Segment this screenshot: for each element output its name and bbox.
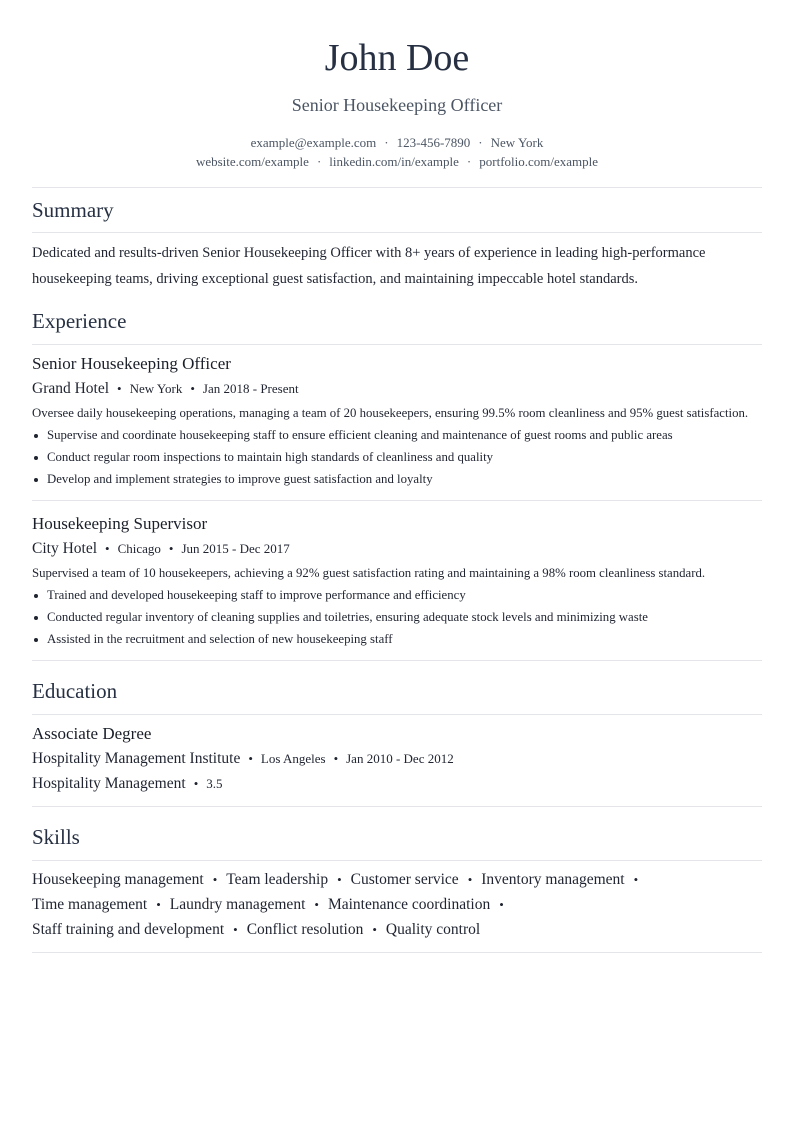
divider <box>32 952 762 953</box>
candidate-title: Senior Housekeeping Officer <box>291 95 503 115</box>
job-title: Senior Housekeeping Officer <box>32 354 231 373</box>
skills-row <box>32 867 762 892</box>
separator: · <box>384 135 389 150</box>
separator: · <box>466 154 472 169</box>
divider <box>32 860 762 861</box>
job-bullets <box>32 584 762 650</box>
job-entry <box>32 353 762 490</box>
education-location: Los Angeles <box>260 751 326 766</box>
list-item: Supervise and coordinate housekeeping staff to ensure efficient cleaning and maintenance of guest rooms and public areas <box>32 424 762 446</box>
bullet-separator: • <box>248 751 253 766</box>
list-item: Conducted regular inventory of cleaning supplies and toiletries, ensuring adequate stock levels and minimizing waste <box>32 606 762 628</box>
bullet-separator: • <box>372 922 377 937</box>
bullet-separator: • <box>117 381 122 396</box>
bullet-separator: • <box>156 897 161 912</box>
skills-list <box>32 867 762 942</box>
bullet-separator: • <box>212 872 218 887</box>
education-meta <box>32 748 762 770</box>
contact-line-2 <box>32 152 762 171</box>
skill-item: Maintenance coordination <box>327 896 491 913</box>
education-entry <box>32 723 762 795</box>
linkedin-link[interactable]: linkedin.com/in/example <box>329 154 459 169</box>
bullet-separator: • <box>337 872 342 887</box>
job-dates: Jan 2018 - Present <box>202 381 299 396</box>
job-dates: Jun 2015 - Dec 2017 <box>181 541 290 556</box>
divider <box>32 806 762 807</box>
website-link[interactable]: website.com/example <box>195 154 309 169</box>
job-description: Supervised a team of 10 housekeepers, achieving a 92% guest satisfaction rating and maintaining a 98% room cleanliness standard. <box>32 566 706 580</box>
skill-item: Laundry management <box>169 896 306 913</box>
education-heading: Education <box>32 679 118 703</box>
separator: · <box>478 135 483 150</box>
skill-item: Conflict resolution <box>246 921 364 938</box>
bullet-separator: • <box>168 541 174 556</box>
job-entry <box>32 513 762 650</box>
list-item: Trained and developed housekeeping staff to improve performance and efficiency <box>32 584 762 606</box>
skill-item: Time management <box>32 896 148 913</box>
skill-item: Quality control <box>385 921 481 938</box>
skill-item: Inventory management <box>481 871 625 888</box>
bullet-separator: • <box>193 776 199 791</box>
bullet-separator: • <box>467 872 473 887</box>
job-company: Grand Hotel <box>32 380 110 397</box>
portfolio-link[interactable]: portfolio.com/example <box>479 154 599 169</box>
list-item: Develop and implement strategies to improve guest satisfaction and loyalty <box>32 468 762 490</box>
job-meta <box>32 538 762 560</box>
divider <box>32 232 762 233</box>
job-location: Chicago <box>117 541 161 556</box>
divider <box>32 714 762 715</box>
contact-info <box>32 133 762 171</box>
job-description: Oversee daily housekeeping operations, managing a team of 20 housekeepers, ensuring 99.5% room cleanliness and 95% guest satisfaction. <box>32 406 749 420</box>
gpa: 3.5 <box>206 776 223 791</box>
job-bullets <box>32 424 762 490</box>
job-location: New York <box>129 381 183 396</box>
skills-heading: Skills <box>32 825 80 849</box>
job-company: City Hotel <box>32 540 98 557</box>
list-item: Conduct regular room inspections to maintain high standards of cleanliness and quality <box>32 446 762 468</box>
summary-heading: Summary <box>32 198 114 222</box>
experience-heading: Experience <box>32 309 127 333</box>
bullet-separator: • <box>499 897 504 912</box>
candidate-name: John Doe <box>324 37 470 79</box>
bullet-separator: • <box>105 541 110 556</box>
degree: Associate Degree <box>32 724 152 743</box>
summary-text: Dedicated and results-driven Senior Housekeeping Officer with 8+ years of experience in leading high-performance housekeeping teams, driving exceptional guest satisfaction, and maintaining impeccable hotel standards. <box>32 245 706 287</box>
bullet-separator: • <box>233 922 238 937</box>
skills-row <box>32 917 762 942</box>
email-link[interactable]: example@example.com <box>250 135 377 150</box>
divider <box>32 660 762 661</box>
institution: Hospitality Management Institute <box>32 750 241 767</box>
phone-number: 123-456-7890 <box>396 135 471 150</box>
divider <box>32 344 762 345</box>
skill-item: Staff training and development <box>32 921 225 938</box>
job-meta <box>32 378 762 400</box>
education-dates: Jan 2010 - Dec 2012 <box>346 751 454 766</box>
bullet-separator: • <box>314 897 319 912</box>
bullet-separator: • <box>633 872 639 887</box>
list-item: Assisted in the recruitment and selection of new housekeeping staff <box>32 628 762 650</box>
bullet-separator: • <box>333 751 339 766</box>
bullet-separator: • <box>190 381 195 396</box>
skills-row <box>32 892 762 917</box>
skill-item: Team leadership <box>226 871 329 888</box>
separator: · <box>316 154 322 169</box>
divider <box>32 500 762 501</box>
job-title: Housekeeping Supervisor <box>32 514 208 533</box>
skill-item: Customer service <box>350 871 459 888</box>
field-of-study: Hospitality Management <box>32 775 186 792</box>
education-field-row <box>32 773 762 795</box>
location: New York <box>490 135 544 150</box>
contact-line-1 <box>32 133 762 152</box>
divider <box>32 187 762 188</box>
skill-item: Housekeeping management <box>32 871 204 888</box>
